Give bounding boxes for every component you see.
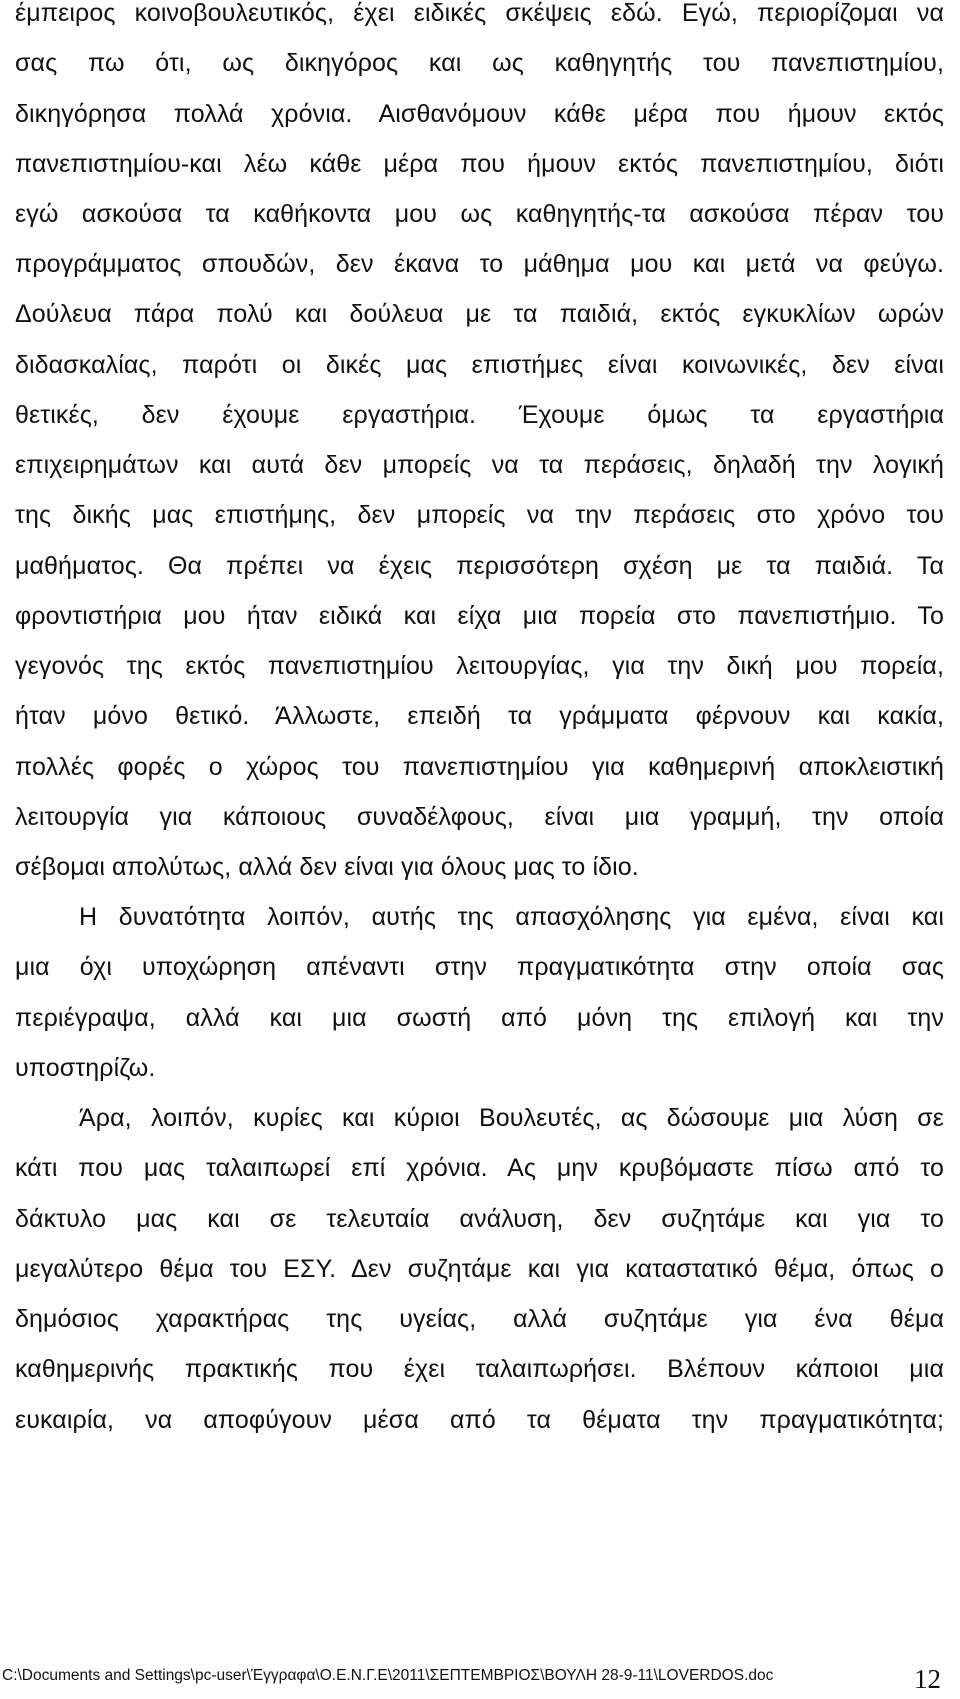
text-line-2: σας πω ότι, ως δικηγόρος και ως καθηγητής του πανεπιστημίου, [15,49,944,77]
text-line-12: μαθήματος. Θα πρέπει να έχεις περισσότερη σχέση με τα παιδιά. Τα [15,552,944,580]
text-line-27: δημόσιος χαρακτήρας της υγείας, αλλά συζητάμε για ένα θέμα [15,1305,944,1333]
text-line-3: δικηγόρησα πολλά χρόνια. Αισθανόμουν κάθε μέρα που ήμουν εκτός [15,100,944,128]
text-line-22: υποστηρίζω. [15,1054,156,1082]
text-line-26: μεγαλύτερο θέμα του ΕΣΥ. Δεν συζητάμε και για καταστατικό θέμα, όπως ο [15,1255,944,1283]
text-line-15: ήταν μόνο θετικό. Άλλωστε, επειδή τα γράμματα φέρνουν και κακία, [15,702,944,730]
text-line-25: δάκτυλο μας και σε τελευταία ανάλυση, δεν συζητάμε και για το [15,1205,944,1233]
text-line-6: προγράμματος σπουδών, δεν έκανα το μάθημα μου και μετά να φεύγω. [15,250,944,278]
text-line-23: Άρα, λοιπόν, κυρίες και κύριοι Βουλευτές, ας δώσουμε μια λύση σε [79,1104,944,1132]
text-line-19: Η δυνατότητα λοιπόν, αυτής της απασχόλησης για εμένα, είναι και [79,903,944,931]
text-line-10: επιχειρημάτων και αυτά δεν μπορείς να τα περάσεις, δηλαδή την λογική [15,451,944,479]
text-line-20: μια όχι υποχώρηση απέναντι στην πραγματικότητα στην οποία σας [15,953,944,981]
text-line-8: διδασκαλίας, παρότι οι δικές μας επιστήμες είναι κοινωνικές, δεν είναι [15,351,944,379]
text-line-18: σέβομαι απολύτως, αλλά δεν είναι για όλους μας το ίδιο. [15,853,639,881]
footer-file-path: C:\Documents and Settings\pc-user\Έγγραφα\Ο.Ε.Ν.Γ.Ε\2011\ΣΕΠΤΕΜΒΡΙΟΣ\ΒΟΥΛΗ 28-9-11\LOVERDOS.doc [2,1667,774,1684]
text-line-28: καθημερινής πρακτικής που έχει ταλαιπωρήσει. Βλέπουν κάποιοι μια [15,1355,944,1383]
text-line-9: θετικές, δεν έχουμε εργαστήρια. Έχουμε όμως τα εργαστήρια [15,401,944,429]
text-line-17: λειτουργία για κάποιους συναδέλφους, είναι μια γραμμή, την οποία [15,803,944,831]
page-number: 12 [914,1664,941,1694]
text-line-14: γεγονός της εκτός πανεπιστημίου λειτουργίας, για την δική μου πορεία, [15,652,944,680]
text-line-16: πολλές φορές ο χώρος του πανεπιστημίου για καθημερινή αποκλειστική [15,753,944,781]
text-line-5: εγώ ασκούσα τα καθήκοντα μου ως καθηγητής-τα ασκούσα πέραν του [15,200,944,228]
text-line-4: πανεπιστημίου-και λέω κάθε μέρα που ήμουν εκτός πανεπιστημίου, διότι [15,150,944,178]
text-line-1: έμπειρος κοινοβουλευτικός, έχει ειδικές σκέψεις εδώ. Εγώ, περιορίζομαι να [15,0,944,27]
text-line-29: ευκαιρία, να αποφύγουν μέσα από τα θέματα την πραγματικότητα; [15,1406,944,1434]
text-line-24: κάτι που μας ταλαιπωρεί επί χρόνια. Ας μην κρυβόμαστε πίσω από το [15,1154,944,1182]
text-line-21: περιέγραψα, αλλά και μια σωστή από μόνη της επιλογή και την [15,1004,944,1032]
text-line-7: Δούλευα πάρα πολύ και δούλευα με τα παιδιά, εκτός εγκυκλίων ωρών [15,300,944,328]
text-line-11: της δικής μας επιστήμης, δεν μπορείς να την περάσεις στο χρόνο του [15,501,944,529]
text-line-13: φροντιστήρια μου ήταν ειδικά και είχα μια πορεία στο πανεπιστήμιο. Το [15,602,944,630]
